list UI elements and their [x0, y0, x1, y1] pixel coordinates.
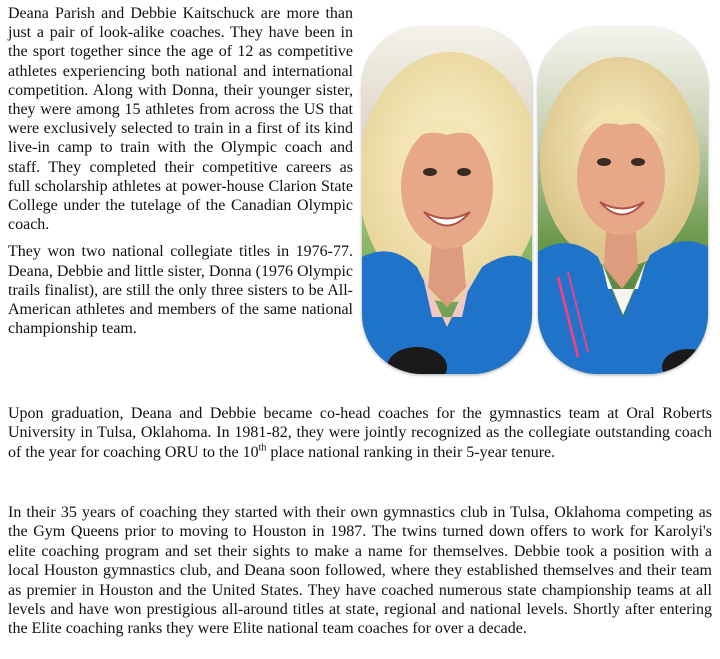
portrait-photo-icon	[362, 27, 532, 374]
paragraph-early-careers: Deana Parish and Debbie Kaitschuck are more than just a pair of look-alike coaches. They have been in the sport together since the age of 12 as competitive athletes experiencing both national and international competition. Along with Donna, their younger sister, they were among 15 athletes from across the US that were exclusively selected to train in a first of its kind live-in camp to train with the Olympic coach and staff. They completed their competitive careers as full scholarship athletes at power-house Clarion State College under the tutelage of the Canadian Olympic coach.	[8, 5, 353, 234]
paragraph-coaching-career-text: In their 35 years of coaching they started with their own gymnastics club in Tulsa, Oklahoma competing as the Gym Queens prior to moving to Houston in 1987. The twins turned down offers to work for Karolyi's elite coaching program and set their sights to make a name for themselves. Debbie took a position with a local Houston gymnastics club, and Deana soon followed, where they established themselves and their team as premier in Houston and the United States. They have coached numerous state championship teams at all levels and have won prestigious all-around titles at state, regional and national levels. Shortly after entering the Elite coaching ranks they were Elite national team coaches for over a decade.	[8, 504, 712, 638]
paragraph-oru-text-end: place national ranking in their 5-year tenure.	[266, 443, 556, 461]
intro-column	[8, 4, 353, 346]
portrait-photo-deana	[362, 27, 532, 374]
paragraph-coaching-career	[8, 503, 712, 639]
coach-photos	[362, 27, 712, 374]
paragraph-collegiate-titles: They won two national collegiate titles in 1976-77. Deana, Debbie and little sister, Donna (1976 Olympic trails finalist), are still the only three sisters to be All-American athletes and members of the same national championship team.	[8, 243, 353, 338]
portrait-photo-debbie	[538, 27, 708, 374]
ordinal-suffix: th	[258, 442, 267, 454]
paragraph-oru-coaching	[8, 404, 712, 462]
paragraph-oru-text-start: Upon graduation, Deana and Debbie became co-head coaches for the gymnastics team at Oral Roberts University in Tulsa, Oklahoma. In 1981-82, they were jointly recognized as the collegiate outstanding coach of the year for coaching ORU to the 10	[8, 405, 712, 461]
portrait-photo-icon	[538, 27, 708, 374]
